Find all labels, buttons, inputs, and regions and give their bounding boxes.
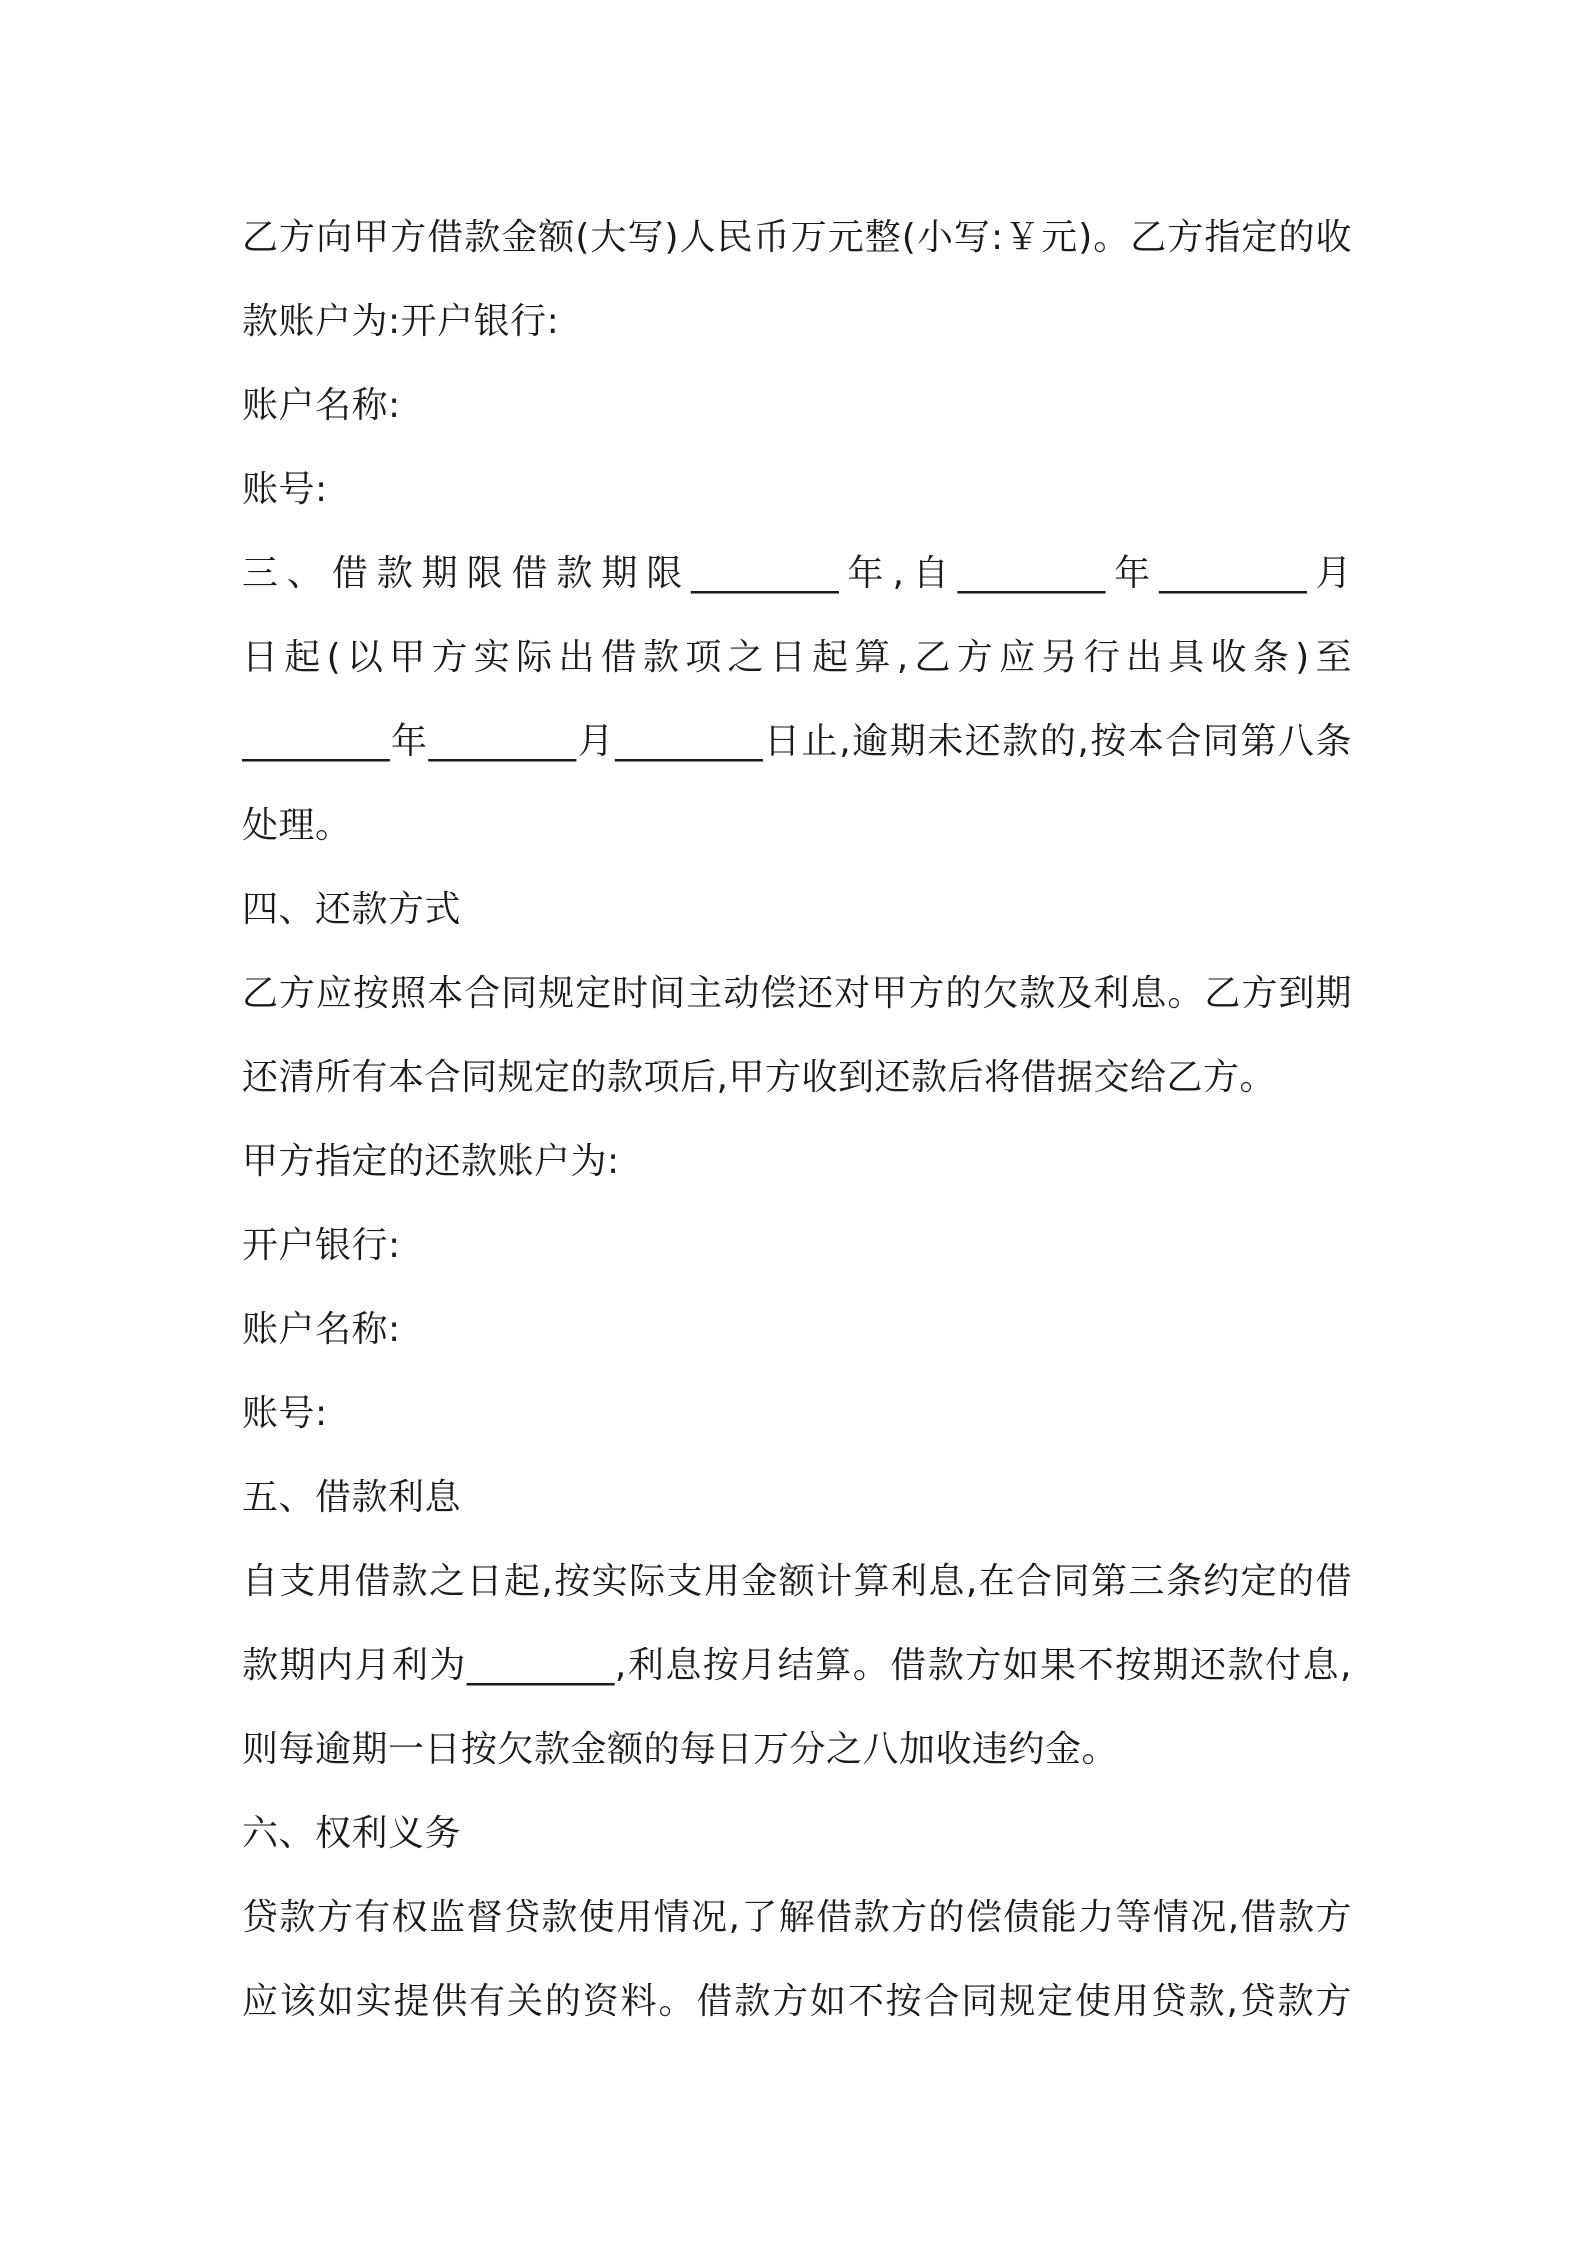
field-label-account-name: 账户名称: bbox=[242, 1309, 401, 1350]
paragraph-line: ________年________月________日止,逾期未还款的,按本合同第八条 bbox=[242, 721, 1352, 762]
paragraph-line: 还清所有本合同规定的款项后,甲方收到还款后将借据交给乙方。 bbox=[242, 1057, 1276, 1098]
field-label-account-number: 账号: bbox=[242, 1393, 328, 1434]
paragraph-line: 乙方应按照本合同规定时间主动偿还对甲方的欠款及利息。乙方到期 bbox=[242, 973, 1352, 1014]
paragraph-line: 甲方指定的还款账户为: bbox=[242, 1141, 620, 1182]
section-heading-five: 五、借款利息 bbox=[242, 1477, 462, 1518]
section-heading-six: 六、权利义务 bbox=[242, 1813, 462, 1854]
paragraph-line: 贷款方有权监督贷款使用情况,了解借款方的偿债能力等情况,借款方 bbox=[242, 1897, 1352, 1938]
field-label-bank: 开户银行: bbox=[242, 1225, 401, 1266]
paragraph-line: 处理。 bbox=[242, 805, 352, 846]
paragraph-line: 乙方向甲方借款金额(大写)人民币万元整(小写:￥元)。乙方指定的收 bbox=[242, 217, 1352, 258]
section-three-line: 三、借款期限借款期限________年,自________年________月 bbox=[242, 553, 1352, 594]
field-label-account-number: 账号: bbox=[242, 469, 328, 510]
section-heading-four: 四、还款方式 bbox=[242, 889, 462, 930]
contract-text bbox=[242, 196, 1352, 2044]
paragraph-line: 款账户为:开户银行: bbox=[242, 301, 560, 342]
paragraph-line: 则每逾期一日按欠款金额的每日万分之八加收违约金。 bbox=[242, 1729, 1119, 1770]
paragraph-line: 款期内月利为________,利息按月结算。借款方如果不按期还款付息, bbox=[242, 1645, 1352, 1686]
field-label-account-name: 账户名称: bbox=[242, 385, 401, 426]
paragraph-line: 自支用借款之日起,按实际支用金额计算利息,在合同第三条约定的借 bbox=[242, 1561, 1352, 1602]
paragraph-line: 日起(以甲方实际出借款项之日起算,乙方应另行出具收条)至 bbox=[242, 637, 1352, 678]
paragraph-line: 应该如实提供有关的资料。借款方如不按合同规定使用贷款,贷款方 bbox=[242, 1981, 1352, 2022]
